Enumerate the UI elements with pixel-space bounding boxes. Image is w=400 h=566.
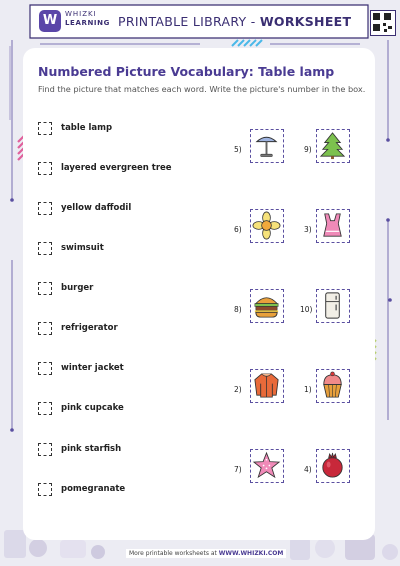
answer-box[interactable] [38,483,52,496]
picture-card [316,129,350,163]
answer-box[interactable] [38,202,52,215]
word-label: pomegranate [61,484,126,494]
picture-card [316,209,350,243]
picture-card [250,369,284,403]
word-label: pink cupcake [61,403,124,413]
brand-top: WHIZKI [65,10,97,18]
picture-card [316,449,350,483]
answer-box[interactable] [38,362,52,375]
picture-number: 3) [304,225,312,234]
word-label: winter jacket [61,363,124,373]
word-label: yellow daffodil [61,203,132,213]
picture-card [250,129,284,163]
picture-number: 6) [234,225,242,234]
picture-card [316,369,350,403]
picture-number: 5) [234,145,242,154]
picture-number: 9) [304,145,312,154]
picture-card [250,449,284,483]
word-label: table lamp [61,123,113,133]
answer-box[interactable] [38,322,52,335]
answer-box[interactable] [38,282,52,295]
whizki-logo-icon: W [39,10,61,32]
brand-bottom: LEARNING [65,19,110,27]
evergreen-tree-icon [317,130,348,161]
daffodil-icon [251,210,282,241]
answer-box[interactable] [38,122,52,135]
picture-number: 1) [304,385,312,394]
qr-code-icon [370,10,396,36]
table-lamp-icon [251,130,282,161]
pomegranate-icon [317,450,348,481]
winter-jacket-icon [251,370,282,401]
word-label: burger [61,283,94,293]
cupcake-icon [317,370,348,401]
worksheet-title: Numbered Picture Vocabulary: Table lamp [38,64,335,79]
word-label: swimsuit [61,243,104,253]
library-title [118,14,351,29]
picture-number: 2) [234,385,242,394]
footer-link[interactable]: WWW.WHIZKI.COM [218,550,284,557]
picture-card [250,289,284,323]
answer-box[interactable] [38,162,52,175]
footer-text: More printable worksheets at [129,550,219,557]
picture-number: 4) [304,465,312,474]
answer-box[interactable] [38,242,52,255]
word-label: refrigerator [61,323,118,333]
picture-number: 7) [234,465,242,474]
library-type: WORKSHEET [259,14,352,29]
picture-number: 10) [300,305,313,314]
worksheet-instructions: Find the picture that matches each word. Write the picture's number in the box. [38,84,366,94]
word-label: layered evergreen tree [61,163,172,173]
library-label: PRINTABLE LIBRARY - [118,14,260,29]
picture-number: 8) [234,305,242,314]
brand-name [65,10,125,28]
word-label: pink starfish [61,444,122,454]
swimsuit-icon [317,210,348,241]
answer-box[interactable] [38,443,52,456]
footer [126,549,286,558]
starfish-icon [251,450,282,481]
refrigerator-icon [317,290,348,321]
picture-card [316,289,350,323]
burger-icon [251,290,282,321]
answer-box[interactable] [38,402,52,415]
picture-card [250,209,284,243]
header [32,6,362,36]
